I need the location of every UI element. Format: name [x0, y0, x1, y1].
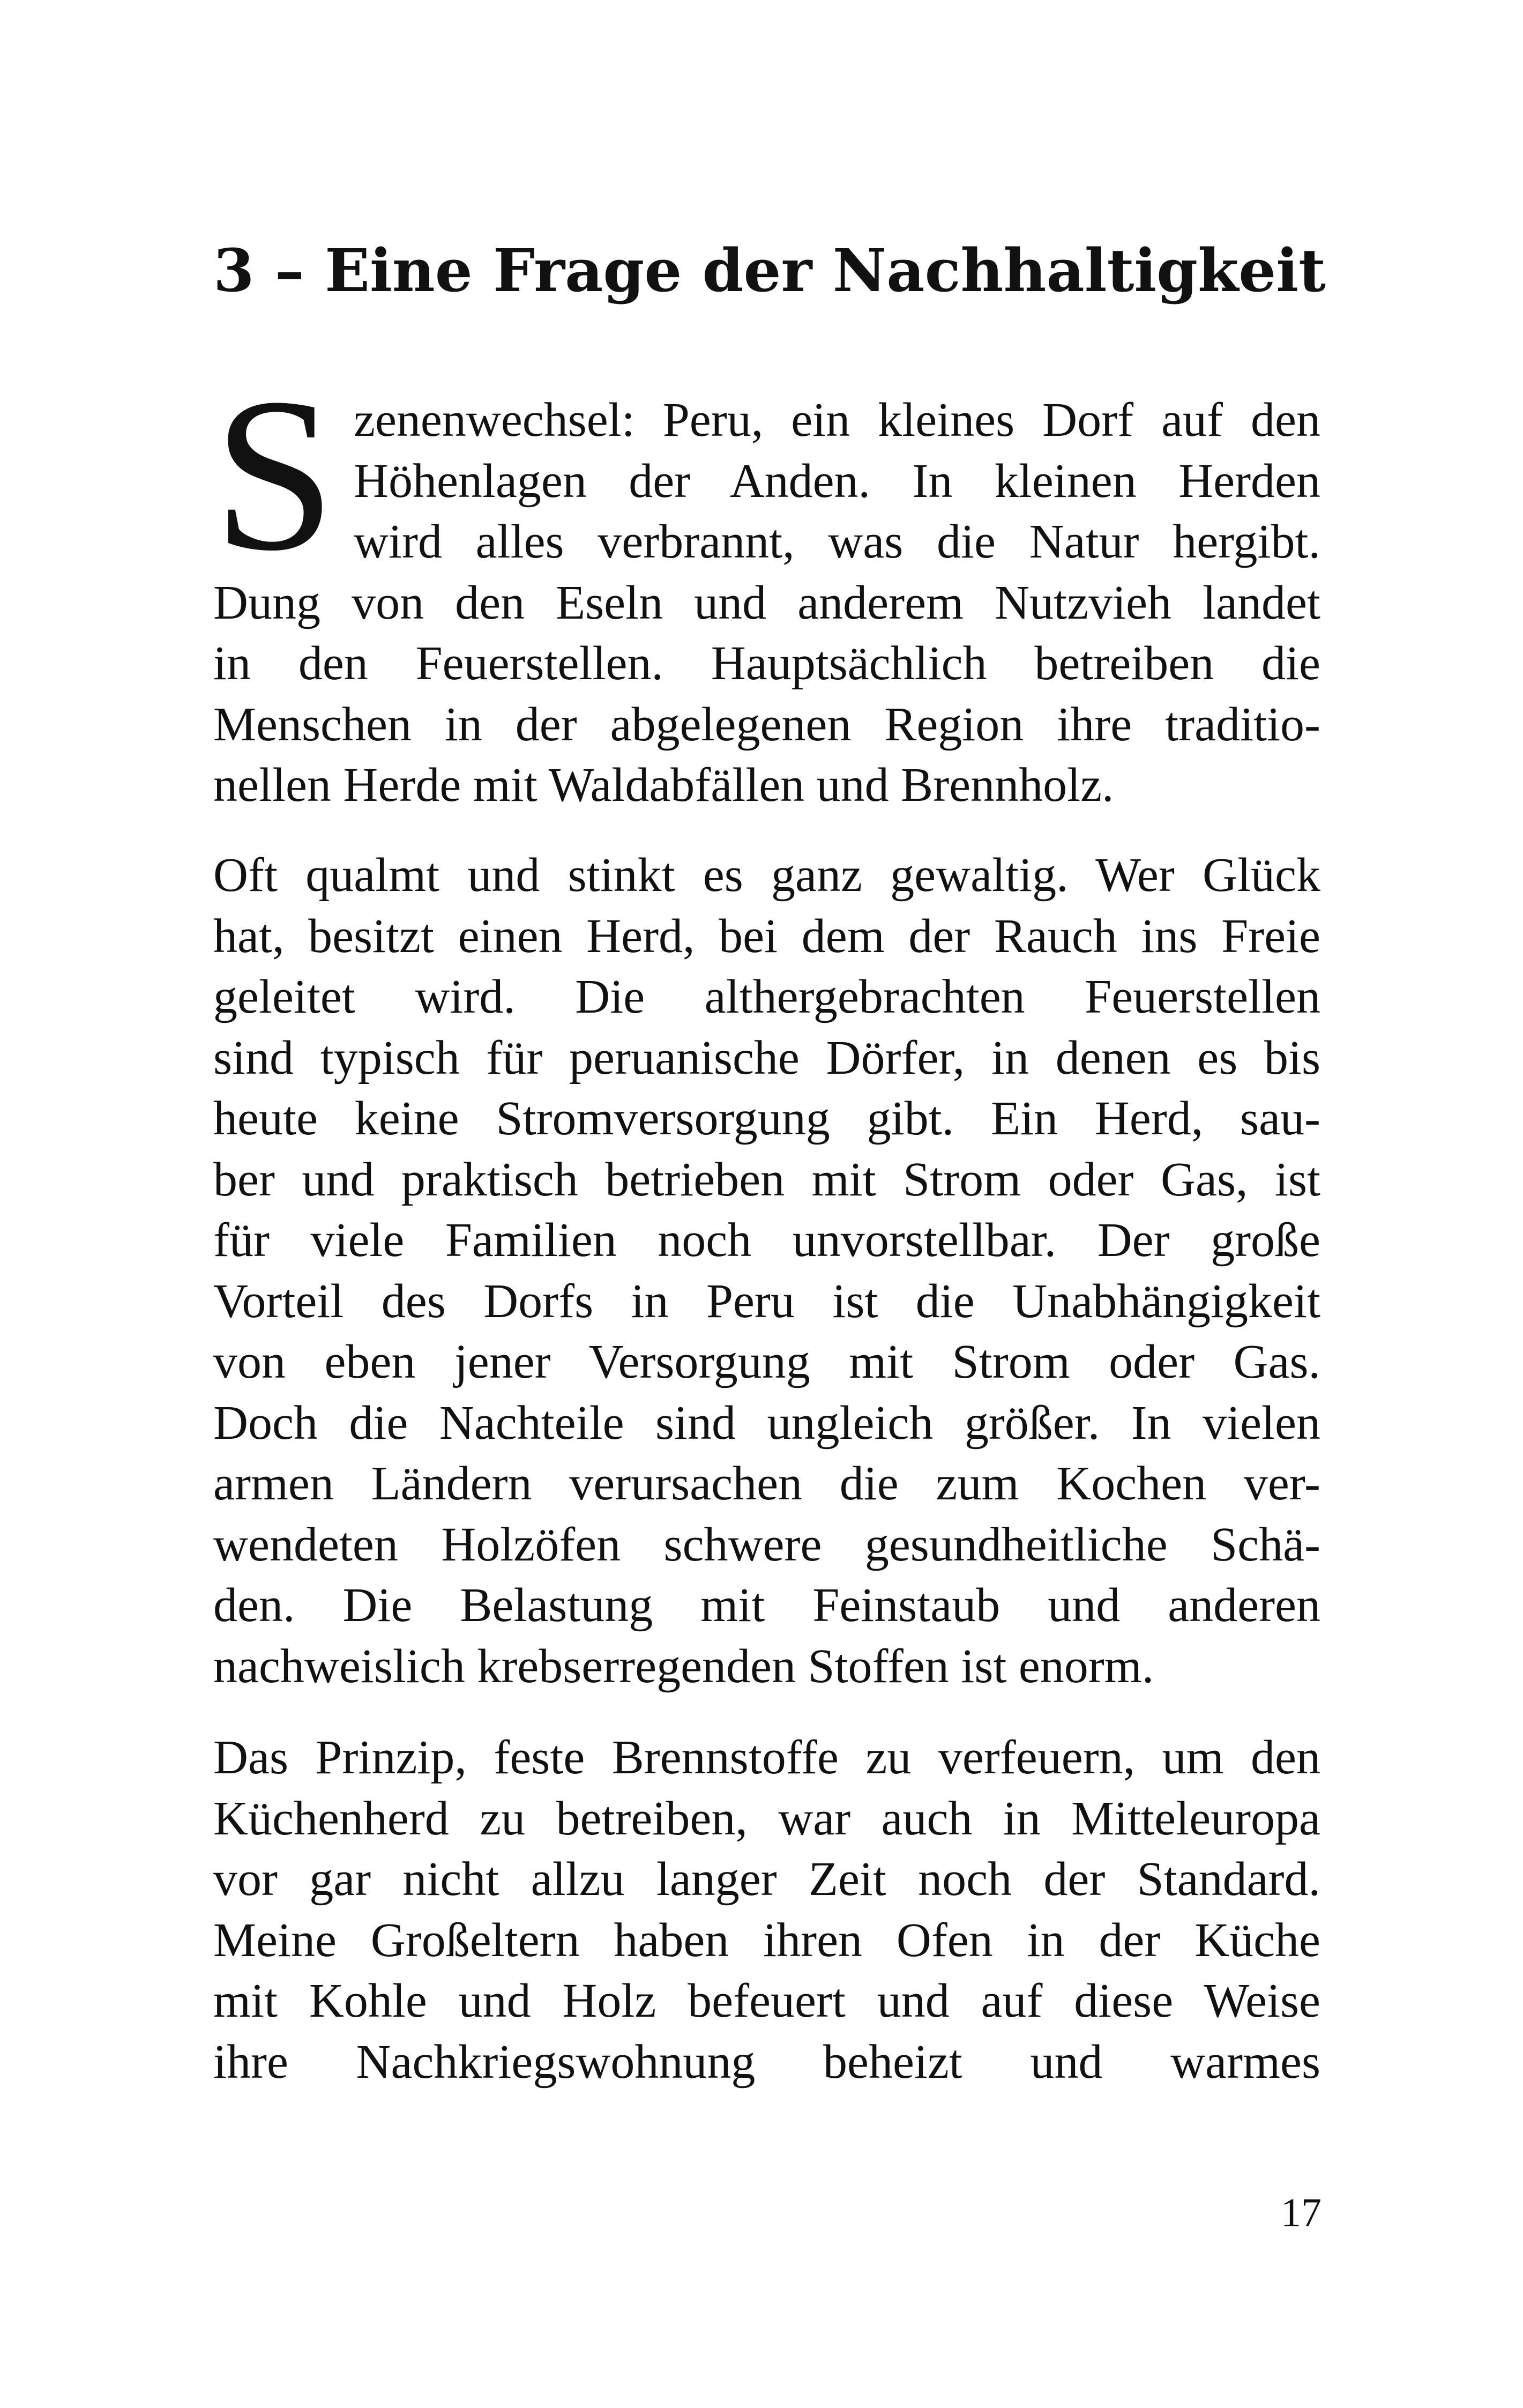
- text-line: mit Kohle und Holz befeuert und auf diese Weise: [213, 1974, 1320, 2027]
- text-line: von eben jener Versorgung mit Strom oder Gas.: [213, 1335, 1320, 1388]
- text-line: Höhenlagen der Anden. In kleinen Herden: [354, 454, 1320, 508]
- text-line: armen Ländern verursachen die zum Kochen ver-: [213, 1457, 1320, 1510]
- text-line: vor gar nicht allzu langer Zeit noch der Standard.: [213, 1853, 1320, 1906]
- text-line: für viele Familien noch unvorstellbar. Der große: [213, 1214, 1320, 1267]
- text-line: nellen Herde mit Waldabfällen und Brennholz.: [213, 759, 1114, 812]
- drop-cap: S: [213, 353, 336, 596]
- paragraph-3: [213, 1727, 1320, 2092]
- text-line: Menschen in der abgelegenen Region ihre traditio-: [213, 697, 1320, 751]
- text-line: geleitet wird. Die althergebrachten Feuerstellen: [213, 970, 1320, 1023]
- paragraph-1: [213, 390, 1320, 816]
- text-line: ihre Nachkriegswohnung beheizt und warmes: [213, 2035, 1320, 2089]
- text-line: Oft qualmt und stinkt es ganz gewaltig. Wer Glück: [213, 849, 1320, 902]
- text-line: Meine Großeltern haben ihren Ofen in der Küche: [213, 1913, 1320, 1967]
- text-line: wird alles verbrannt, was die Natur hergibt.: [354, 515, 1320, 568]
- text-line: Vorteil des Dorfs in Peru ist die Unabhängigkeit: [213, 1274, 1320, 1328]
- text-line: Dung von den Eseln und anderem Nutzvieh landet: [213, 576, 1320, 629]
- text-line: Das Prinzip, feste Brennstoffe zu verfeuern, um den: [213, 1731, 1320, 1784]
- text-line: den. Die Belastung mit Feinstaub und anderen: [213, 1579, 1320, 1632]
- text-line: Doch die Nachteile sind ungleich größer. In vielen: [213, 1396, 1320, 1450]
- text-line: Küchenherd zu betreiben, war auch in Mitteleuropa: [213, 1792, 1320, 1845]
- text-line: zenenwechsel: Peru, ein kleines Dorf auf den: [354, 393, 1320, 447]
- text-line: nachweislich krebserregenden Stoffen ist enorm.: [213, 1639, 1154, 1693]
- text-line: heute keine Stromversorgung gibt. Ein Herd, sau-: [213, 1092, 1320, 1145]
- page-number: 17: [1281, 2190, 1322, 2235]
- text-line: in den Feuerstellen. Hauptsächlich betreiben die: [213, 637, 1320, 690]
- text-line: ber und praktisch betrieben mit Strom oder Gas, ist: [213, 1153, 1320, 1206]
- paragraph-2: [213, 845, 1320, 1697]
- chapter-title: 3 – Eine Frage der Nachhaltigkeit: [213, 236, 1326, 305]
- text-line: sind typisch für peruanische Dörfer, in denen es bis: [213, 1031, 1320, 1084]
- text-line: hat, besitzt einen Herd, bei dem der Rauch ins Freie: [213, 909, 1320, 963]
- text-line: wendeten Holzöfen schwere gesundheitliche Schä-: [213, 1518, 1320, 1571]
